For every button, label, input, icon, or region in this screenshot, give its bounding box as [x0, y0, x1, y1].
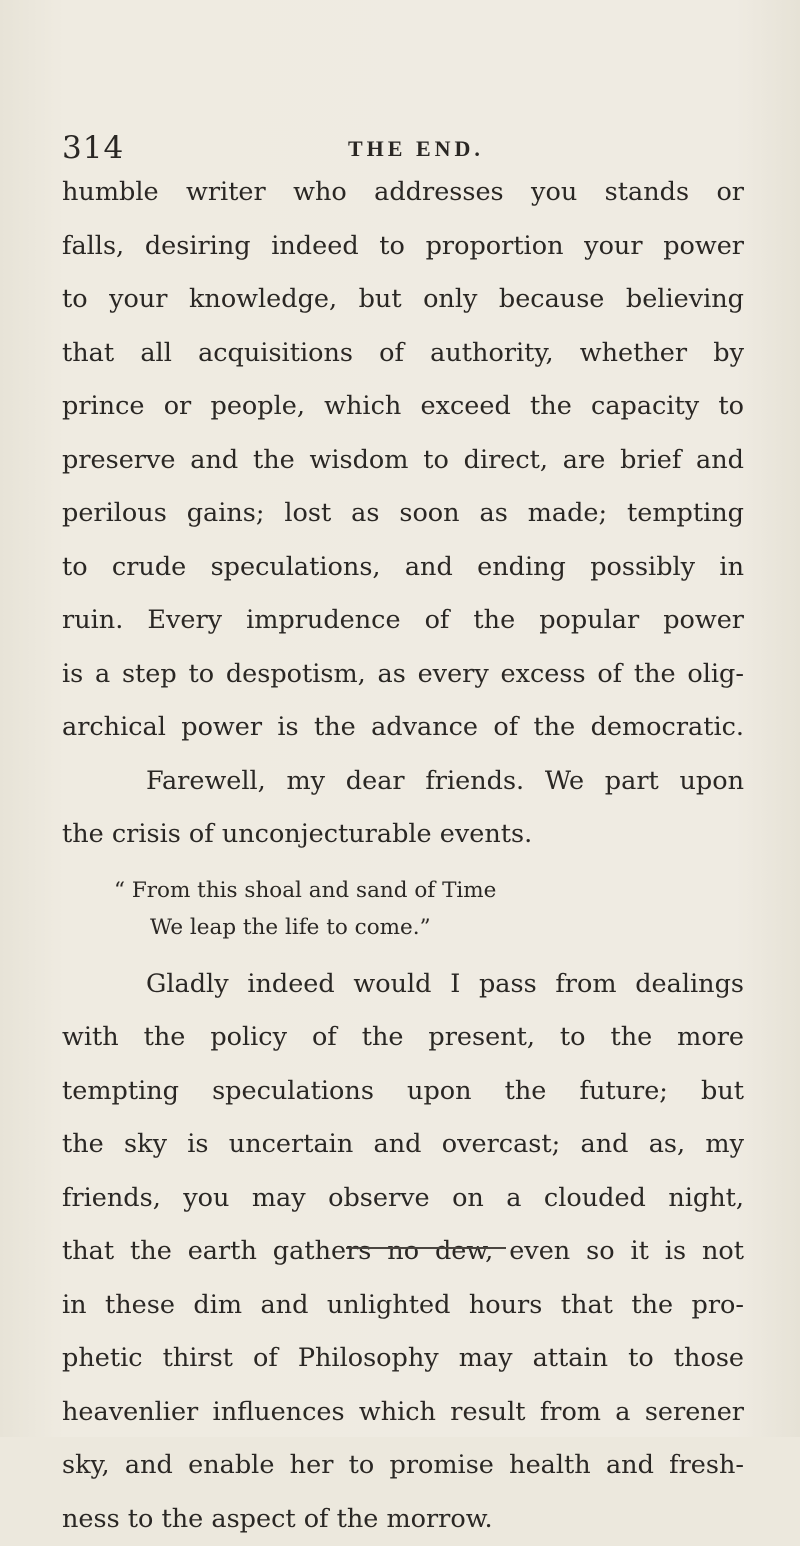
text-line: the crisis of unconjecturable events. [62, 808, 744, 862]
text-line: that all acquisitions of authority, whether by [62, 327, 744, 381]
text-line: perilous gains; lost as soon as made; tempting [62, 487, 744, 541]
verse-line: We leap the life to come.” [62, 909, 744, 946]
page-number: 314 [62, 130, 124, 166]
text-line: prince or people, which exceed the capacity to [62, 380, 744, 434]
paragraph-2 [62, 755, 744, 862]
text-line: Farewell, my dear friends. We part upon [62, 755, 744, 809]
running-title: THE END. [348, 136, 484, 162]
text-line: the sky is uncertain and overcast; and as, my [62, 1118, 744, 1172]
text-line: in these dim and unlighted hours that the pro- [62, 1279, 744, 1333]
text-line: sky, and enable her to promise health and fresh- [62, 1439, 744, 1493]
text-line: tempting speculations upon the future; but [62, 1065, 744, 1119]
text-line: to crude speculations, and ending possibly in [62, 541, 744, 595]
text-line: ness to the aspect of the morrow. [62, 1493, 744, 1546]
text-line: phetic thirst of Philosophy may attain to those [62, 1332, 744, 1386]
text-line: with the policy of the present, to the more [62, 1011, 744, 1065]
end-rule [346, 1247, 506, 1249]
running-head [62, 130, 740, 170]
verse-line: “ From this shoal and sand of Time [62, 872, 744, 909]
body-text [62, 166, 744, 1546]
paragraph-1 [62, 166, 744, 755]
text-line: humble writer who addresses you stands or [62, 166, 744, 220]
text-line: to your knowledge, but only because believing [62, 273, 744, 327]
text-line: archical power is the advance of the democratic. [62, 701, 744, 755]
verse-quotation [62, 872, 744, 946]
text-line: heavenlier influences which result from a serener [62, 1386, 744, 1440]
text-line: Gladly indeed would I pass from dealings [62, 958, 744, 1012]
text-line: falls, desiring indeed to proportion your power [62, 220, 744, 274]
text-line: preserve and the wisdom to direct, are brief and [62, 434, 744, 488]
text-line: is a step to despotism, as every excess of the olig- [62, 648, 744, 702]
paragraph-3 [62, 958, 744, 1546]
text-line: friends, you may observe on a clouded night, [62, 1172, 744, 1226]
text-line: ruin. Every imprudence of the popular power [62, 594, 744, 648]
text-line: that the earth gathers no dew, even so it is not [62, 1225, 744, 1279]
